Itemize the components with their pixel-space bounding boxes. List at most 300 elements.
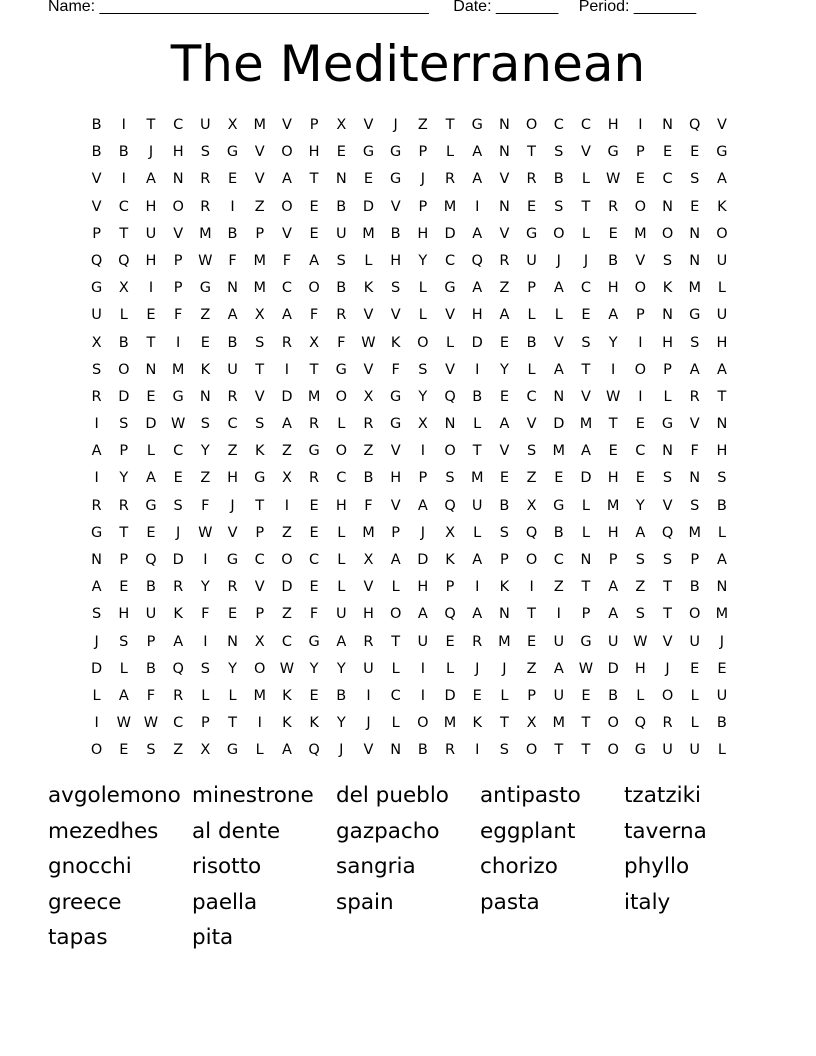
grid-letter[interactable]: R: [444, 171, 456, 188]
grid-letter[interactable]: H: [607, 280, 619, 297]
grid-letter[interactable]: O: [281, 552, 293, 568]
grid-letter[interactable]: S: [635, 552, 645, 568]
grid-letter[interactable]: A: [608, 307, 619, 324]
grid-letter[interactable]: P: [418, 144, 428, 161]
grid-letter[interactable]: I: [475, 579, 480, 596]
grid-letter[interactable]: W: [279, 660, 295, 677]
grid-letter[interactable]: M: [470, 470, 484, 487]
grid-letter[interactable]: K: [499, 579, 510, 596]
grid-letter[interactable]: L: [581, 524, 591, 541]
grid-letter[interactable]: J: [148, 144, 154, 161]
grid-letter[interactable]: N: [227, 280, 238, 297]
grid-letter[interactable]: C: [173, 715, 184, 732]
grid-letter[interactable]: K: [445, 552, 455, 568]
grid-letter[interactable]: P: [146, 633, 156, 650]
grid-letter[interactable]: F: [391, 361, 400, 378]
grid-letter[interactable]: Z: [553, 579, 564, 596]
grid-letter[interactable]: T: [309, 171, 319, 188]
grid-letter[interactable]: K: [200, 361, 211, 378]
grid-letter[interactable]: I: [420, 687, 425, 704]
grid-letter[interactable]: E: [662, 144, 673, 161]
grid-letter[interactable]: O: [553, 225, 565, 242]
grid-letter[interactable]: R: [200, 198, 211, 215]
grid-letter[interactable]: T: [499, 715, 509, 732]
grid-letter[interactable]: A: [146, 171, 156, 188]
grid-letter[interactable]: A: [146, 470, 156, 487]
grid-letter[interactable]: P: [173, 252, 183, 269]
grid-letter[interactable]: U: [553, 687, 565, 704]
grid-letter[interactable]: C: [553, 552, 564, 568]
grid-letter[interactable]: G: [390, 388, 402, 405]
grid-letter[interactable]: E: [309, 579, 319, 596]
grid-letter[interactable]: P: [391, 524, 401, 541]
grid-letter[interactable]: E: [608, 443, 618, 460]
grid-letter[interactable]: Q: [145, 552, 157, 568]
grid-letter[interactable]: Q: [471, 252, 483, 269]
grid-letter[interactable]: G: [607, 144, 619, 161]
grid-letter[interactable]: U: [363, 660, 374, 677]
grid-letter[interactable]: O: [335, 443, 347, 460]
grid-letter[interactable]: O: [525, 742, 538, 759]
grid-letter[interactable]: W: [170, 416, 186, 433]
grid-letter[interactable]: E: [690, 198, 700, 215]
grid-letter[interactable]: L: [554, 307, 563, 324]
grid-letter[interactable]: J: [230, 497, 235, 514]
grid-letter[interactable]: G: [308, 443, 320, 460]
grid-letter[interactable]: L: [581, 225, 591, 242]
grid-letter[interactable]: H: [417, 579, 429, 596]
grid-letter[interactable]: S: [526, 443, 537, 460]
grid-letter[interactable]: E: [445, 633, 455, 650]
grid-letter[interactable]: E: [527, 633, 537, 650]
grid-letter[interactable]: H: [335, 497, 347, 514]
grid-letter[interactable]: K: [173, 606, 183, 623]
grid-letter[interactable]: P: [635, 307, 645, 324]
grid-letter[interactable]: O: [172, 198, 184, 215]
grid-letter[interactable]: B: [608, 687, 619, 704]
grid-letter[interactable]: U: [417, 633, 429, 650]
grid-letter[interactable]: P: [445, 579, 455, 596]
grid-letter[interactable]: N: [199, 388, 211, 405]
grid-letter[interactable]: G: [390, 416, 402, 433]
grid-letter[interactable]: X: [91, 334, 102, 351]
grid-letter[interactable]: O: [389, 606, 402, 623]
grid-letter[interactable]: D: [444, 687, 456, 704]
grid-letter[interactable]: U: [526, 252, 537, 269]
grid-letter[interactable]: S: [662, 470, 673, 487]
grid-letter[interactable]: L: [473, 524, 482, 541]
grid-letter[interactable]: B: [716, 715, 727, 732]
grid-letter[interactable]: N: [580, 552, 592, 568]
grid-letter[interactable]: H: [607, 117, 619, 133]
grid-letter[interactable]: E: [309, 687, 319, 704]
grid-letter[interactable]: S: [255, 416, 265, 433]
grid-letter[interactable]: T: [581, 742, 591, 759]
grid-letter[interactable]: V: [635, 252, 646, 269]
grid-letter[interactable]: G: [553, 497, 565, 514]
grid-letter[interactable]: P: [255, 225, 265, 242]
grid-letter[interactable]: A: [689, 361, 700, 378]
grid-letter[interactable]: A: [281, 171, 292, 188]
grid-letter[interactable]: R: [173, 579, 184, 596]
grid-letter[interactable]: J: [475, 660, 480, 677]
grid-letter[interactable]: M: [443, 715, 457, 732]
grid-letter[interactable]: M: [253, 252, 266, 269]
grid-letter[interactable]: X: [417, 416, 428, 433]
grid-letter[interactable]: S: [200, 416, 210, 433]
grid-letter[interactable]: C: [580, 280, 592, 297]
grid-letter[interactable]: C: [173, 117, 184, 133]
grid-letter[interactable]: U: [716, 252, 728, 269]
grid-letter[interactable]: E: [146, 307, 156, 324]
grid-letter[interactable]: D: [444, 225, 456, 242]
grid-letter[interactable]: H: [716, 334, 728, 351]
grid-letter[interactable]: H: [417, 225, 429, 242]
grid-letter[interactable]: E: [309, 225, 319, 242]
grid-letter[interactable]: N: [662, 307, 673, 324]
grid-letter[interactable]: S: [336, 252, 346, 269]
grid-letter[interactable]: D: [362, 198, 375, 215]
grid-letter[interactable]: H: [607, 524, 619, 541]
grid-letter[interactable]: E: [581, 687, 591, 704]
grid-letter[interactable]: B: [336, 198, 347, 215]
grid-letter[interactable]: I: [148, 280, 154, 297]
grid-letter[interactable]: L: [445, 334, 455, 351]
grid-letter[interactable]: H: [363, 606, 374, 623]
grid-letter[interactable]: M: [307, 388, 321, 405]
grid-letter[interactable]: J: [393, 117, 398, 133]
grid-letter[interactable]: E: [499, 470, 509, 487]
grid-letter[interactable]: V: [445, 361, 455, 378]
grid-letter[interactable]: B: [390, 225, 401, 242]
grid-letter[interactable]: N: [689, 470, 701, 487]
grid-letter[interactable]: L: [391, 579, 400, 596]
grid-letter[interactable]: L: [391, 715, 400, 732]
grid-letter[interactable]: J: [420, 171, 425, 188]
grid-letter[interactable]: P: [690, 552, 700, 568]
grid-letter[interactable]: A: [716, 361, 727, 378]
grid-letter[interactable]: I: [638, 388, 643, 405]
grid-letter[interactable]: W: [605, 388, 621, 405]
grid-letter[interactable]: B: [608, 252, 619, 269]
grid-letter[interactable]: N: [498, 198, 510, 215]
grid-letter[interactable]: A: [472, 606, 483, 623]
grid-letter[interactable]: E: [527, 198, 537, 215]
grid-letter[interactable]: Y: [228, 660, 237, 677]
grid-letter[interactable]: O: [525, 117, 538, 133]
grid-letter[interactable]: S: [200, 144, 210, 161]
grid-letter[interactable]: E: [472, 687, 482, 704]
grid-letter[interactable]: N: [335, 171, 347, 188]
grid-letter[interactable]: X: [254, 633, 265, 650]
grid-letter[interactable]: M: [552, 715, 566, 732]
grid-letter[interactable]: T: [581, 361, 591, 378]
grid-letter[interactable]: L: [717, 524, 726, 541]
grid-letter[interactable]: K: [309, 715, 319, 732]
grid-letter[interactable]: T: [554, 742, 564, 759]
grid-letter[interactable]: A: [118, 687, 129, 704]
grid-letter[interactable]: G: [634, 742, 646, 759]
grid-letter[interactable]: P: [309, 117, 319, 133]
grid-letter[interactable]: A: [499, 416, 510, 433]
grid-letter[interactable]: D: [281, 579, 293, 596]
grid-letter[interactable]: B: [227, 225, 238, 242]
grid-letter[interactable]: H: [145, 252, 157, 269]
grid-letter[interactable]: C: [662, 171, 673, 188]
grid-letter[interactable]: L: [418, 280, 427, 297]
grid-letter[interactable]: Z: [281, 443, 292, 460]
grid-letter[interactable]: O: [634, 280, 647, 297]
grid-letter[interactable]: G: [716, 144, 728, 161]
grid-letter[interactable]: A: [227, 307, 238, 324]
grid-letter[interactable]: X: [254, 307, 265, 324]
grid-letter[interactable]: V: [91, 198, 102, 215]
grid-letter[interactable]: U: [689, 742, 701, 759]
grid-letter[interactable]: J: [420, 524, 425, 541]
grid-letter[interactable]: S: [581, 334, 591, 351]
grid-letter[interactable]: I: [366, 687, 371, 704]
grid-letter[interactable]: C: [281, 633, 292, 650]
grid-letter[interactable]: G: [525, 225, 538, 242]
grid-letter[interactable]: E: [119, 579, 129, 596]
grid-letter[interactable]: O: [634, 198, 647, 215]
grid-letter[interactable]: D: [281, 388, 293, 405]
grid-letter[interactable]: B: [417, 742, 428, 759]
grid-letter[interactable]: F: [337, 334, 346, 351]
grid-letter[interactable]: A: [472, 144, 483, 161]
grid-letter[interactable]: A: [173, 633, 184, 650]
grid-letter[interactable]: X: [281, 470, 292, 487]
grid-letter[interactable]: N: [91, 552, 103, 568]
grid-letter[interactable]: A: [91, 443, 102, 460]
grid-letter[interactable]: M: [606, 497, 620, 514]
grid-letter[interactable]: Q: [308, 742, 320, 759]
grid-letter[interactable]: X: [363, 388, 374, 405]
grid-letter[interactable]: O: [661, 687, 674, 704]
grid-letter[interactable]: N: [444, 416, 456, 433]
grid-letter[interactable]: H: [308, 144, 320, 161]
grid-letter[interactable]: V: [581, 144, 591, 161]
grid-letter[interactable]: W: [578, 660, 594, 677]
grid-letter[interactable]: A: [91, 579, 102, 596]
grid-letter[interactable]: A: [553, 280, 564, 297]
grid-letter[interactable]: E: [635, 416, 645, 433]
grid-letter[interactable]: E: [635, 171, 645, 188]
grid-letter[interactable]: D: [91, 660, 103, 677]
grid-letter[interactable]: V: [363, 361, 374, 378]
grid-letter[interactable]: U: [145, 225, 157, 242]
grid-letter[interactable]: O: [118, 361, 130, 378]
grid-letter[interactable]: X: [445, 524, 455, 541]
grid-letter[interactable]: B: [553, 171, 564, 188]
grid-letter[interactable]: U: [716, 687, 728, 704]
grid-letter[interactable]: L: [445, 144, 455, 161]
grid-letter[interactable]: L: [636, 687, 645, 704]
grid-letter[interactable]: T: [472, 443, 482, 460]
grid-letter[interactable]: X: [227, 117, 238, 133]
grid-letter[interactable]: E: [227, 606, 238, 623]
grid-letter[interactable]: P: [500, 552, 509, 568]
grid-letter[interactable]: M: [443, 198, 457, 215]
grid-letter[interactable]: Z: [173, 742, 184, 759]
grid-letter[interactable]: C: [553, 117, 564, 133]
grid-letter[interactable]: V: [499, 443, 510, 460]
grid-letter[interactable]: T: [581, 715, 591, 732]
grid-letter[interactable]: V: [254, 388, 265, 405]
grid-letter[interactable]: E: [581, 307, 591, 324]
grid-letter[interactable]: S: [119, 416, 129, 433]
grid-letter[interactable]: R: [281, 334, 292, 351]
grid-letter[interactable]: O: [716, 225, 728, 242]
grid-letter[interactable]: C: [118, 198, 129, 215]
grid-letter[interactable]: I: [611, 361, 616, 378]
grid-letter[interactable]: S: [690, 334, 700, 351]
grid-letter[interactable]: M: [171, 361, 185, 378]
grid-letter[interactable]: Y: [418, 388, 428, 405]
grid-letter[interactable]: T: [255, 497, 265, 514]
grid-letter[interactable]: D: [118, 388, 130, 405]
grid-letter[interactable]: E: [499, 334, 509, 351]
grid-letter[interactable]: E: [146, 524, 156, 541]
grid-letter[interactable]: L: [364, 252, 373, 269]
grid-letter[interactable]: V: [254, 579, 265, 596]
grid-letter[interactable]: N: [498, 606, 510, 623]
grid-letter[interactable]: E: [635, 470, 645, 487]
grid-letter[interactable]: A: [472, 225, 483, 242]
grid-letter[interactable]: R: [689, 388, 700, 405]
grid-letter[interactable]: D: [471, 334, 483, 351]
grid-letter[interactable]: O: [525, 552, 538, 568]
grid-letter[interactable]: A: [417, 497, 428, 514]
grid-letter[interactable]: W: [605, 171, 621, 188]
grid-letter[interactable]: I: [203, 552, 208, 568]
grid-letter[interactable]: C: [254, 552, 265, 568]
grid-letter[interactable]: L: [92, 687, 101, 704]
grid-letter[interactable]: V: [254, 144, 265, 161]
grid-letter[interactable]: J: [176, 524, 181, 541]
grid-letter[interactable]: Z: [254, 198, 265, 215]
grid-letter[interactable]: Y: [499, 361, 509, 378]
grid-letter[interactable]: P: [418, 470, 428, 487]
grid-letter[interactable]: Z: [635, 579, 646, 596]
grid-letter[interactable]: A: [716, 171, 727, 188]
grid-letter[interactable]: E: [227, 171, 238, 188]
grid-letter[interactable]: W: [361, 334, 376, 351]
grid-letter[interactable]: A: [390, 552, 401, 568]
grid-letter[interactable]: G: [199, 280, 211, 297]
grid-letter[interactable]: X: [118, 280, 129, 297]
grid-letter[interactable]: U: [471, 497, 483, 514]
grid-letter[interactable]: L: [445, 660, 455, 677]
grid-letter[interactable]: P: [255, 524, 265, 541]
grid-letter[interactable]: F: [228, 252, 237, 269]
grid-letter[interactable]: R: [91, 497, 102, 514]
grid-letter[interactable]: X: [526, 715, 537, 732]
grid-letter[interactable]: U: [335, 225, 347, 242]
grid-letter[interactable]: H: [390, 470, 402, 487]
grid-letter[interactable]: E: [690, 144, 700, 161]
grid-letter[interactable]: V: [716, 117, 727, 133]
grid-letter[interactable]: Z: [526, 470, 537, 487]
grid-letter[interactable]: N: [689, 225, 701, 242]
grid-letter[interactable]: O: [281, 144, 293, 161]
grid-letter[interactable]: O: [90, 742, 103, 759]
grid-letter[interactable]: C: [336, 470, 347, 487]
grid-letter[interactable]: L: [473, 416, 482, 433]
grid-letter[interactable]: L: [690, 687, 699, 704]
grid-letter[interactable]: E: [309, 497, 319, 514]
grid-letter[interactable]: G: [580, 633, 592, 650]
grid-letter[interactable]: J: [665, 660, 670, 677]
grid-letter[interactable]: O: [607, 742, 619, 759]
grid-letter[interactable]: P: [92, 225, 101, 242]
grid-letter[interactable]: Q: [525, 524, 538, 541]
grid-letter[interactable]: V: [662, 633, 673, 650]
grid-letter[interactable]: W: [116, 715, 131, 732]
grid-letter[interactable]: I: [420, 443, 425, 460]
grid-letter[interactable]: S: [391, 280, 401, 297]
grid-letter[interactable]: C: [390, 687, 401, 704]
grid-letter[interactable]: N: [172, 171, 184, 188]
grid-letter[interactable]: Q: [444, 606, 456, 623]
grid-letter[interactable]: W: [198, 524, 213, 541]
grid-letter[interactable]: V: [173, 225, 184, 242]
grid-letter[interactable]: G: [226, 144, 239, 161]
grid-letter[interactable]: B: [145, 579, 156, 596]
grid-letter[interactable]: Q: [172, 660, 184, 677]
grid-letter[interactable]: G: [254, 470, 266, 487]
grid-letter[interactable]: M: [199, 225, 212, 242]
grid-letter[interactable]: V: [689, 416, 700, 433]
grid-letter[interactable]: Q: [444, 497, 456, 514]
grid-letter[interactable]: B: [145, 660, 156, 677]
grid-letter[interactable]: B: [499, 497, 510, 514]
grid-letter[interactable]: H: [227, 470, 238, 487]
grid-letter[interactable]: N: [498, 117, 510, 133]
grid-letter[interactable]: A: [309, 252, 320, 269]
grid-letter[interactable]: R: [499, 252, 510, 269]
grid-letter[interactable]: M: [253, 117, 266, 133]
grid-letter[interactable]: Z: [281, 606, 292, 623]
grid-letter[interactable]: L: [119, 660, 128, 677]
grid-letter[interactable]: V: [499, 225, 510, 242]
grid-letter[interactable]: P: [255, 606, 265, 623]
grid-letter[interactable]: T: [228, 715, 237, 732]
grid-letter[interactable]: E: [363, 171, 374, 188]
grid-letter[interactable]: N: [553, 388, 565, 405]
grid-letter[interactable]: P: [527, 687, 536, 704]
grid-letter[interactable]: E: [554, 470, 564, 487]
grid-letter[interactable]: T: [663, 606, 672, 623]
grid-letter[interactable]: K: [282, 687, 292, 704]
grid-letter[interactable]: A: [472, 280, 483, 297]
grid-letter[interactable]: P: [527, 280, 536, 297]
grid-letter[interactable]: H: [662, 334, 673, 351]
grid-letter[interactable]: J: [583, 252, 589, 269]
grid-letter[interactable]: I: [94, 416, 99, 433]
grid-letter[interactable]: I: [420, 660, 425, 677]
grid-letter[interactable]: U: [689, 633, 701, 650]
grid-letter[interactable]: I: [475, 742, 480, 759]
grid-letter[interactable]: L: [391, 660, 400, 677]
grid-letter[interactable]: C: [227, 416, 238, 433]
grid-letter[interactable]: T: [581, 198, 591, 215]
grid-letter[interactable]: L: [717, 280, 726, 297]
grid-letter[interactable]: S: [690, 171, 700, 188]
grid-letter[interactable]: E: [690, 660, 700, 677]
grid-letter[interactable]: O: [444, 443, 456, 460]
grid-letter[interactable]: V: [281, 225, 292, 242]
